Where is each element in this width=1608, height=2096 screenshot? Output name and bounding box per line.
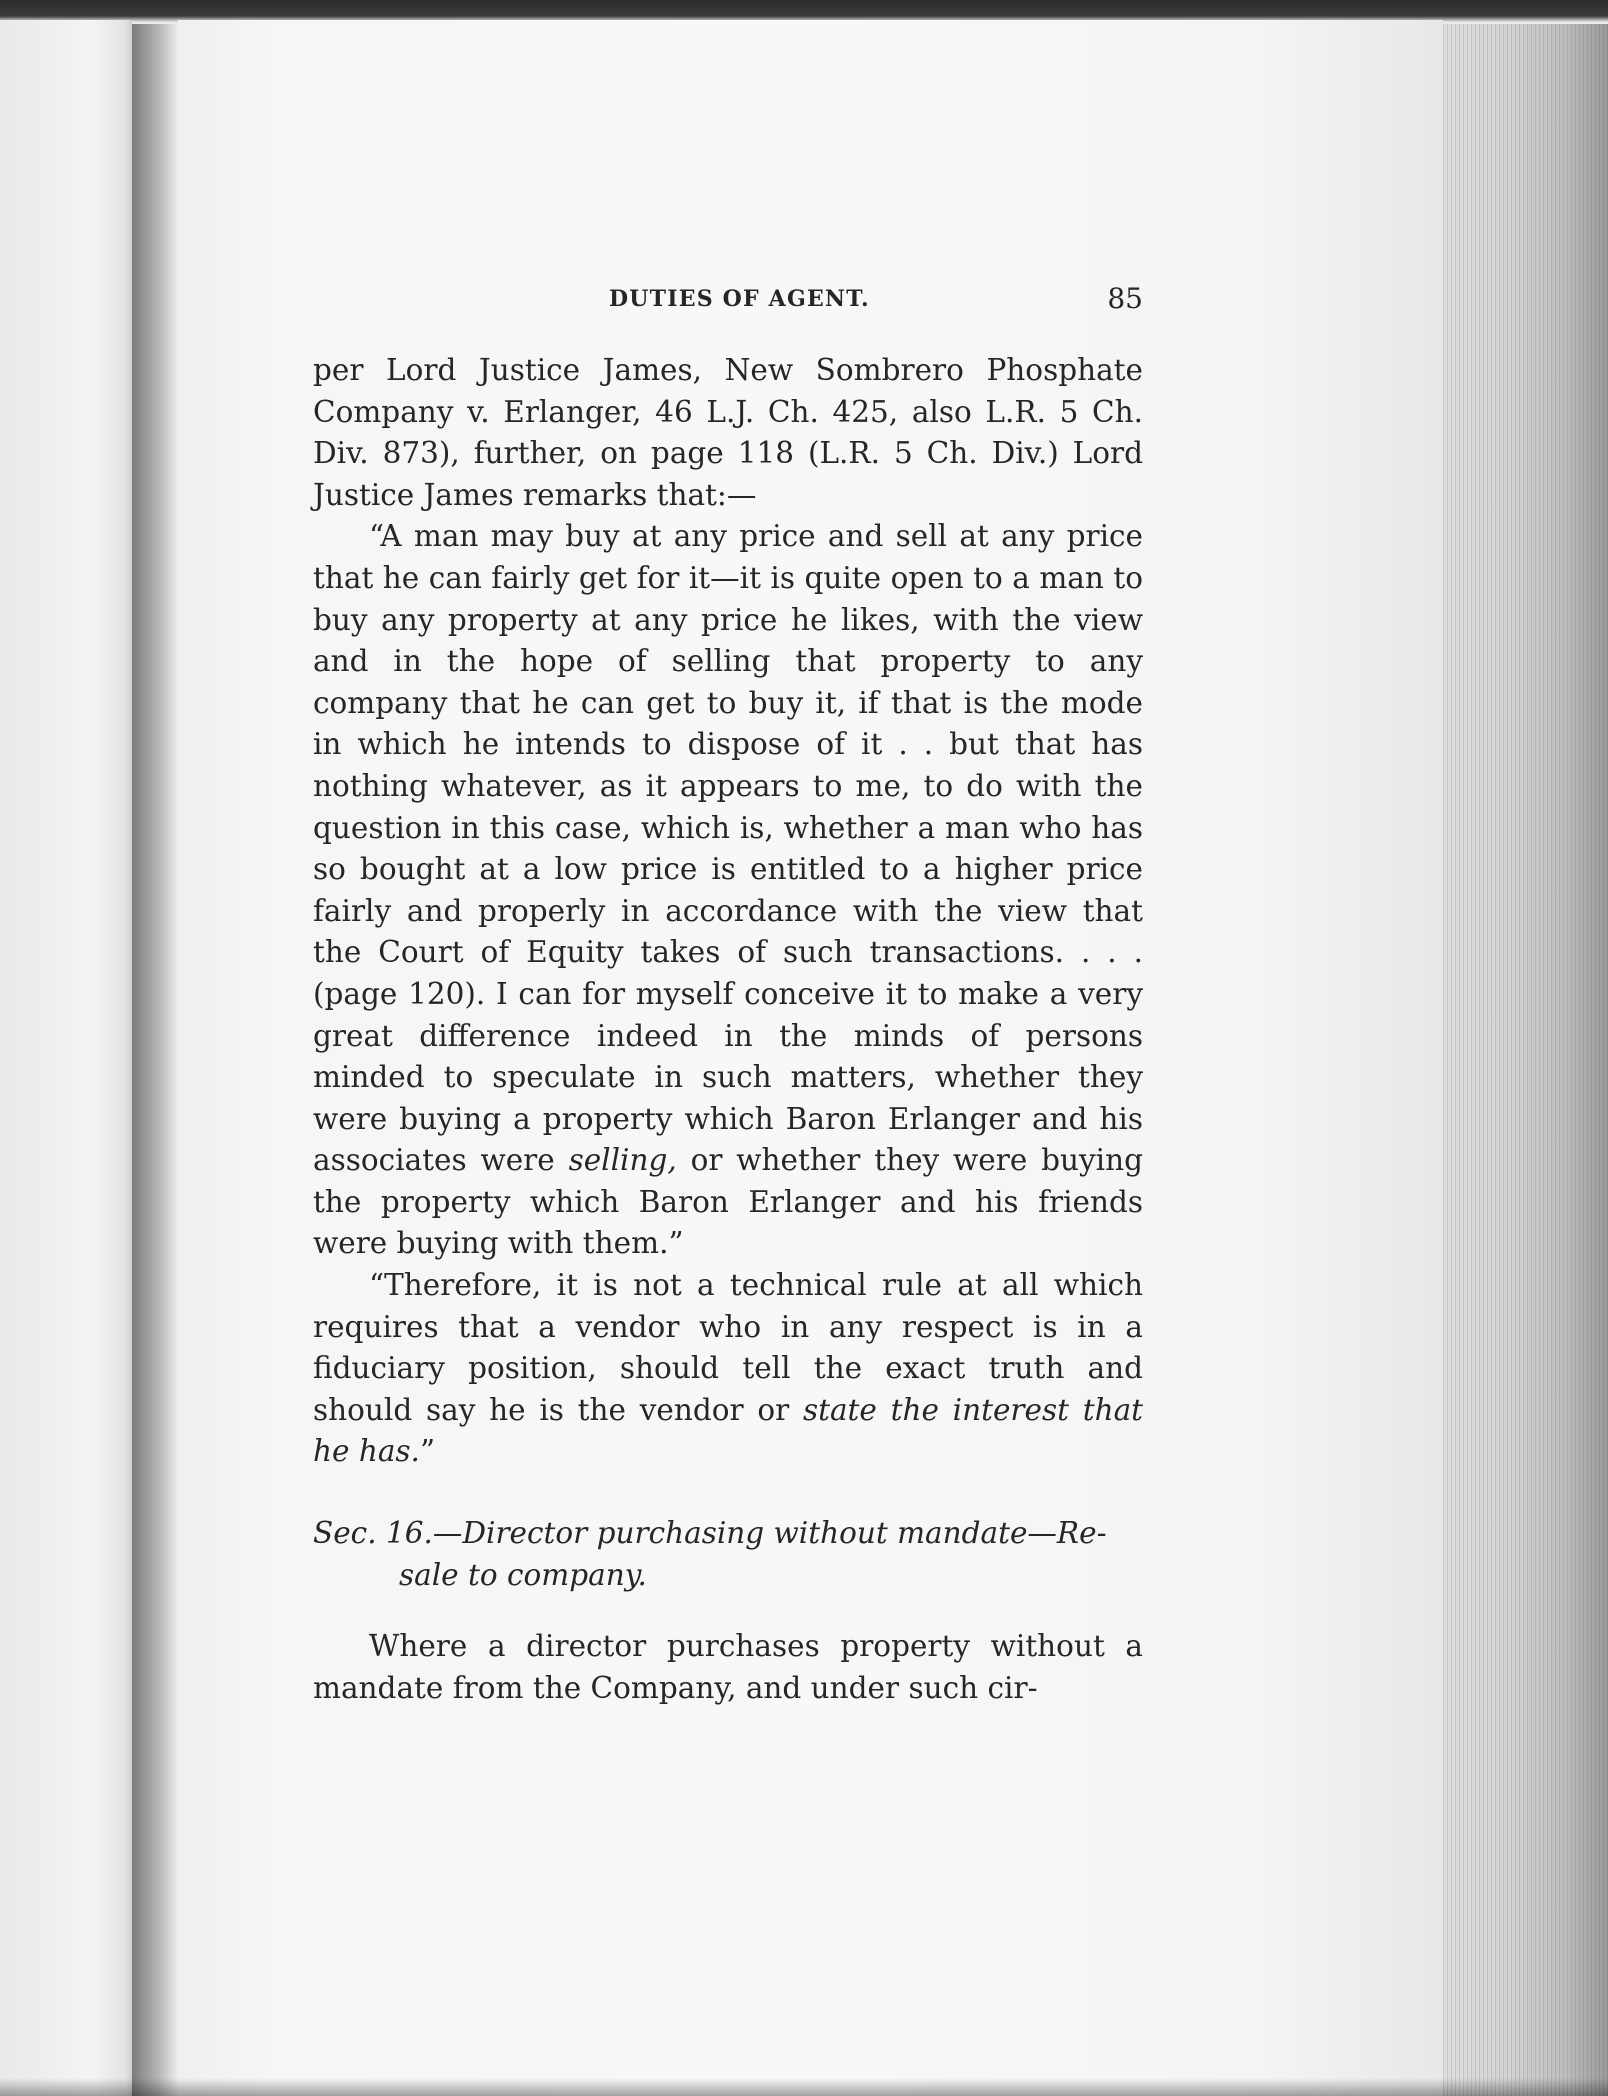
page-number: 85 xyxy=(1107,282,1143,315)
left-page-edge xyxy=(0,20,132,2096)
quotation-text-end: or whether they were buying the property which Baron Erlanger and his friends were buying with them.” xyxy=(313,1143,1143,1261)
page-fore-edge xyxy=(1443,24,1608,2096)
bottom-shadow xyxy=(0,2078,1608,2096)
book-gutter xyxy=(132,24,178,2096)
running-head xyxy=(313,272,1143,322)
quotation-text: “A man may buy at any price and sell at any price that he can fairly get for it—it is quite open to a man to buy any property at any price he likes, with the view and in the hope of selling that property to any company that he can get to buy it, if that is the mode in which he intends to dispose of it . . but that has nothing whatever, as it appears to me, to do with the question in this case, which is, whether a man who has so bought at a low price is entitled to a higher price fairly and properly in accordance with the view that the Court of Equity takes of such transactions. . . . (page 120). I can for myself conceive it to make a very great difference indeed in the minds of persons minded to speculate in such matters, whether they were buying a property which Baron Erlanger and his associates were xyxy=(313,519,1143,1178)
therefore-text-end: ” xyxy=(419,1434,436,1469)
paragraph-citation: per Lord Justice James, New Sombrero Phosphate Company v. Erlanger, 46 L.J. Ch. 425, also L.R. 5 Ch. Div. 873), further, on page 118 (L.R. 5 Ch. Div.) Lord Justice James remarks that:— xyxy=(313,353,1143,512)
section-heading-line2: sale to company. xyxy=(399,1557,647,1592)
running-head-title: DUTIES OF AGENT. xyxy=(609,286,870,312)
section-heading xyxy=(313,1513,1143,1596)
therefore-text: “Therefore, it is not a technical rule at all which requires that a vendor who in any respect is in a fiduciary position, should tell the exact truth and should say he is the vendor or xyxy=(313,1268,1143,1427)
therefore-italic: state the interest that he has. xyxy=(313,1392,1144,1469)
section-heading-line1: Sec. 16.—Director purchasing without mandate—Re- xyxy=(313,1516,1107,1551)
quotation-italic: selling, xyxy=(568,1143,677,1178)
page-text-block xyxy=(313,272,1143,1709)
paragraph-director: Where a director purchases property without a mandate from the Company, and under such cir- xyxy=(313,1629,1143,1705)
paragraph-therefore xyxy=(313,1265,1143,1473)
paragraph-quotation xyxy=(313,516,1143,1265)
